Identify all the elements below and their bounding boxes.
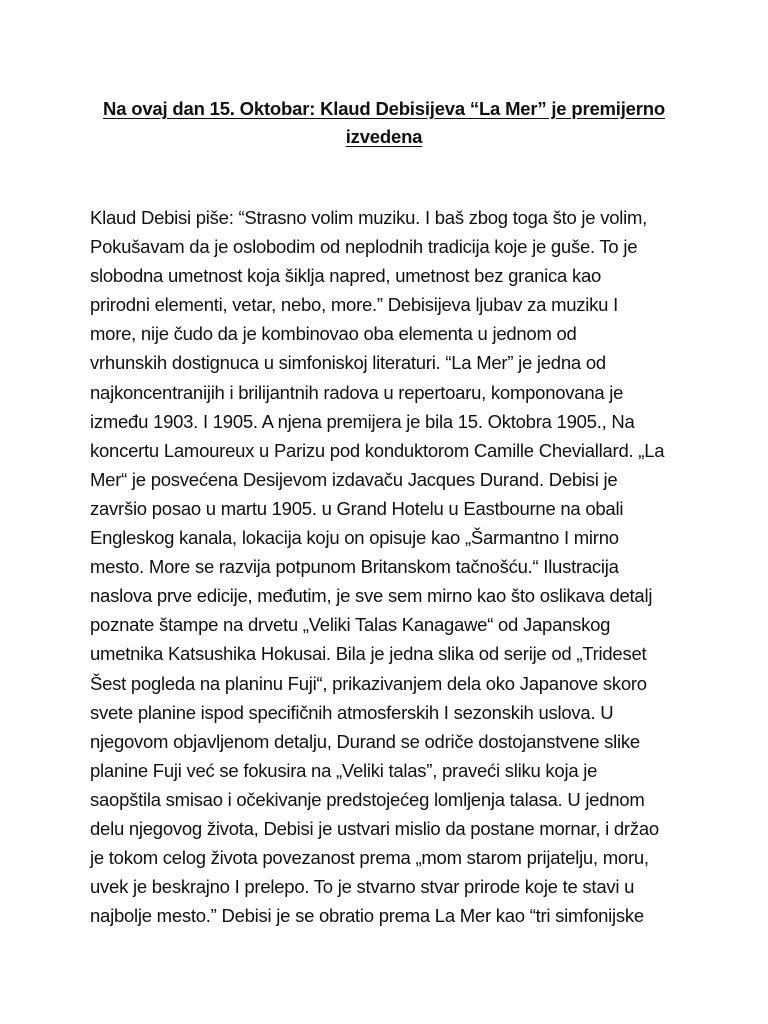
body-line: između 1903. I 1905. A njena premijera je bila 15. Oktobra 1905., Na <box>90 410 635 432</box>
body-line: Engleskog kanala, lokacija koju on opisuje kao „Šarmantno I mirno <box>90 527 619 549</box>
body-line: mesto. More se razvija potpunom Britanskom tačnošću.“ Ilustracija <box>90 556 619 578</box>
body-line: slobodna umetnost koja šiklja napred, umetnost bez granica kao <box>90 265 602 287</box>
body-line: poznate štampe na drvetu „Veliki Talas Kanagawe“ od Japanskog <box>90 614 611 636</box>
body-line: Šest pogleda na planinu Fuji“, prikazivanjem dela oko Japanove skoro <box>90 672 647 694</box>
body-line: najkoncentranijih i brilijantnih radova u repertoaru, komponovana je <box>90 381 624 403</box>
body-line: delu njegovog života, Debisi je ustvari mislio da postane mornar, i držao <box>90 817 659 839</box>
body-line: njegovom objavljenom detalju, Durand se odriče dostojanstvene slike <box>90 730 640 752</box>
body-line: Pokušavam da je oslobodim od neplodnih tradicija koje je guše. To je <box>90 236 638 258</box>
body-line: Mer“ je posvećena Desijevom izdavaču Jacques Durand. Debisi je <box>90 468 618 490</box>
body-line: svete planine ispod specifičnih atmosferskih I sezonskih uslova. U <box>90 701 614 723</box>
body-line: uvek je beskrajno I prelepo. To je stvarno stvar prirode koje te stavi u <box>90 876 635 898</box>
body-line: umetnika Katsushika Hokusai. Bila je jedna slika od serije od „Trideset <box>90 643 647 665</box>
body-text <box>90 203 690 930</box>
body-line: Klaud Debisi piše: “Strasno volim muziku. I baš zbog toga što je volim, <box>90 207 648 228</box>
body-line: vrhunskih dostignuca u simfoniskoj literaturi. “La Mer” je jedna od <box>90 352 606 374</box>
body-line: naslova prve edicije, međutim, je sve sem mirno kao što oslikava detalj <box>90 585 653 607</box>
body-line: završio posao u martu 1905. u Grand Hotelu u Eastbourne na obali <box>90 497 624 519</box>
body-line: je tokom celog života povezanost prema „mom starom prijatelju, moru, <box>90 847 649 869</box>
body-line: prirodni elementi, vetar, nebo, more.” Debisijeva ljubav za muziku I <box>90 294 618 316</box>
body-line: saopštila smisao i očekivanje predstojećeg lomljenja talasa. U jednom <box>90 788 645 810</box>
title-line-2: izvedena <box>345 126 423 147</box>
body-line: koncertu Lamoureux u Parizu pod konduktorom Camille Cheviallard. „La <box>90 439 665 461</box>
body-line: planine Fuji već se fokusira na „Veliki talas”, praveći sliku koja je <box>90 759 598 781</box>
body-line: najbolje mesto.” Debisi je se obratio prema La Mer kao “tri simfonijske <box>90 905 644 927</box>
page-title <box>90 95 678 151</box>
title-line-1: Na ovaj dan 15. Oktobar: Klaud Debisijeva “La Mer” je premijerno <box>103 98 665 119</box>
body-line: more, nije čudo da je kombinovao oba elementa u jednom od <box>90 323 577 345</box>
